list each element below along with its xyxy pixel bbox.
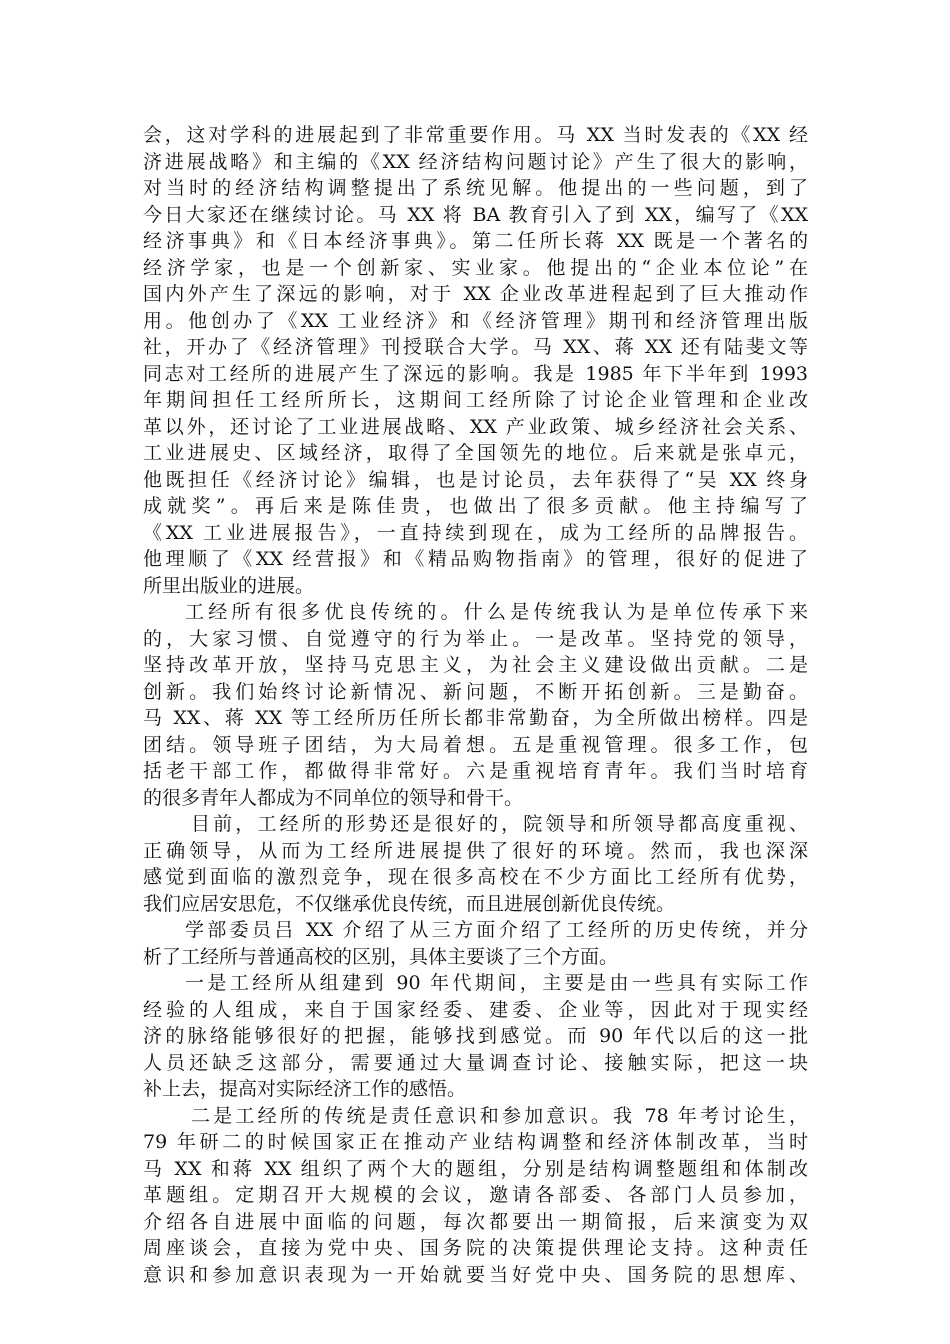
- text-line: 经济事典》和《日本经济事典》。第二任所长蒋 XX 既是一个著名的: [143, 230, 808, 252]
- text-line: 革以外，还讨论了工业进展战略、XX 产业政策、城乡经济社会关系、: [143, 415, 808, 438]
- text-line: 会，这对学科的进展起到了非常重要作用。马 XX 当时发表的《XX 经: [143, 124, 808, 146]
- text-line: 工业进展史、区域经济，取得了全国领先的地位。后来就是张卓元，: [143, 442, 808, 464]
- text-line: 坚持改革开放，坚持马克思主义，为社会主义建设做出贡献。二是: [143, 654, 808, 676]
- text-line: 括老干部工作，都做得非常好。六是重视培育青年。我们当时培育: [143, 760, 808, 782]
- text-line: 介绍各自进展中面临的问题，每次都要出一期简报，后来演变为双: [143, 1210, 808, 1233]
- text-line: 所里出版业的进展。: [143, 574, 315, 597]
- text-line: 他既担任《经济讨论》编辑，也是讨论员，去年获得了“吴 XX 终身: [143, 468, 808, 491]
- text-line: 年期间担任工经所所长，这期间工经所除了讨论企业管理和企业改: [143, 389, 808, 411]
- text-line: 革题组。定期召开大规模的会议，邀请各部委、各部门人员参加，: [143, 1184, 808, 1206]
- text-line: 79 年研二的时候国家正在推动产业结构调整和经济体制改革，当时: [143, 1131, 808, 1153]
- text-line: 感觉到面临的激烈竞争，现在很多高校在不少方面比工经所有优势，: [143, 866, 808, 888]
- text-line: 社，开办了《经济管理》刊授联合大学。马 XX、蒋 XX 还有陆斐文等: [143, 336, 808, 358]
- text-line: 的，大家习惯、自觉遵守的行为举止。一是改革。坚持党的领导，: [143, 627, 808, 650]
- text-line: 他理顺了《XX 经营报》和《精品购物指南》的管理，很好的促进了: [143, 548, 808, 570]
- text-line: 济进展战略》和主编的《XX 经济结构问题讨论》产生了很大的影响，: [143, 150, 808, 173]
- text-line: 工经所有很多优良传统的。什么是传统我认为是单位传承下来: [185, 601, 808, 623]
- text-line: 国内外产生了深远的影响，对于 XX 企业改革进程起到了巨大推动作: [143, 283, 808, 305]
- text-line: 学部委员吕 XX 介绍了从三方面介绍了工经所的历史传统，并分: [185, 919, 808, 941]
- text-line: 成就奖”。再后来是陈佳贵，也做出了很多贡献。他主持编写了: [143, 495, 808, 517]
- text-line: 我们应居安思危，不仅继承优良传统，而且进展创新优良传统。: [143, 892, 676, 915]
- text-line: 对当时的经济结构调整提出了系统见解。他提出的一些问题，到了: [143, 177, 808, 199]
- text-line: 《XX 工业进展报告》，一直持续到现在，成为工经所的品牌报告。: [143, 521, 808, 544]
- text-line: 创新。我们始终讨论新情况、新问题，不断开拓创新。三是勤奋。: [143, 680, 808, 703]
- text-line: 同志对工经所的进展产生了深远的影响。我是 1985 年下半年到 1993: [143, 362, 808, 385]
- text-line: 人员还缺乏这部分，需要通过大量调查讨论、接触实际，把这一块: [143, 1051, 808, 1074]
- text-line: 马 XX 和蒋 XX 组织了两个大的题组，分别是结构调整题组和体制改: [143, 1157, 808, 1180]
- text-line: 马 XX、蒋 XX 等工经所历任所长都非常勤奋，为全所做出榜样。四是: [143, 707, 808, 729]
- text-line: 今日大家还在继续讨论。马 XX 将 BA 教育引入了到 XX，编写了《XX: [143, 203, 808, 226]
- text-line: 经验的人组成，来自于国家经委、建委、企业等，因此对于现实经: [143, 998, 808, 1021]
- text-line: 经济学家，也是一个创新家、实业家。他提出的“企业本位论”在: [143, 256, 808, 279]
- text-line: 析了工经所与普通高校的区别，具体主要谈了三个方面。: [143, 945, 619, 968]
- text-line: 周座谈会，直接为党中央、国务院的决策提供理论支持。这种责任: [143, 1237, 808, 1259]
- text-line: 的很多青年人都成为不同单位的领导和骨干。: [143, 786, 524, 809]
- text-line: 正确领导，从而为工经所进展提供了很好的环境。然而，我也深深: [143, 839, 808, 862]
- text-line: 二是工经所的传统是责任意识和参加意识。我 78 年考讨论生，: [191, 1104, 808, 1127]
- text-line: 目前，工经所的形势还是很好的，院领导和所领导都高度重视、: [191, 813, 808, 835]
- text-line: 用。他创办了《XX 工业经济》和《经济管理》期刊和经济管理出版: [143, 309, 808, 332]
- text-line: 一是工经所从组建到 90 年代期间，主要是由一些具有实际工作: [185, 972, 808, 994]
- text-line: 意识和参加意识表现为一开始就要当好党中央、国务院的思想库、: [143, 1263, 808, 1286]
- text-line: 补上去，提高对实际经济工作的感悟。: [143, 1078, 467, 1100]
- text-line: 济的脉络能够很好的把握，能够找到感觉。而 90 年代以后的这一批: [143, 1025, 808, 1047]
- body-text: [143, 122, 808, 1288]
- text-line: 团结。领导班子团结，为大局着想。五是重视管理。很多工作，包: [143, 733, 808, 756]
